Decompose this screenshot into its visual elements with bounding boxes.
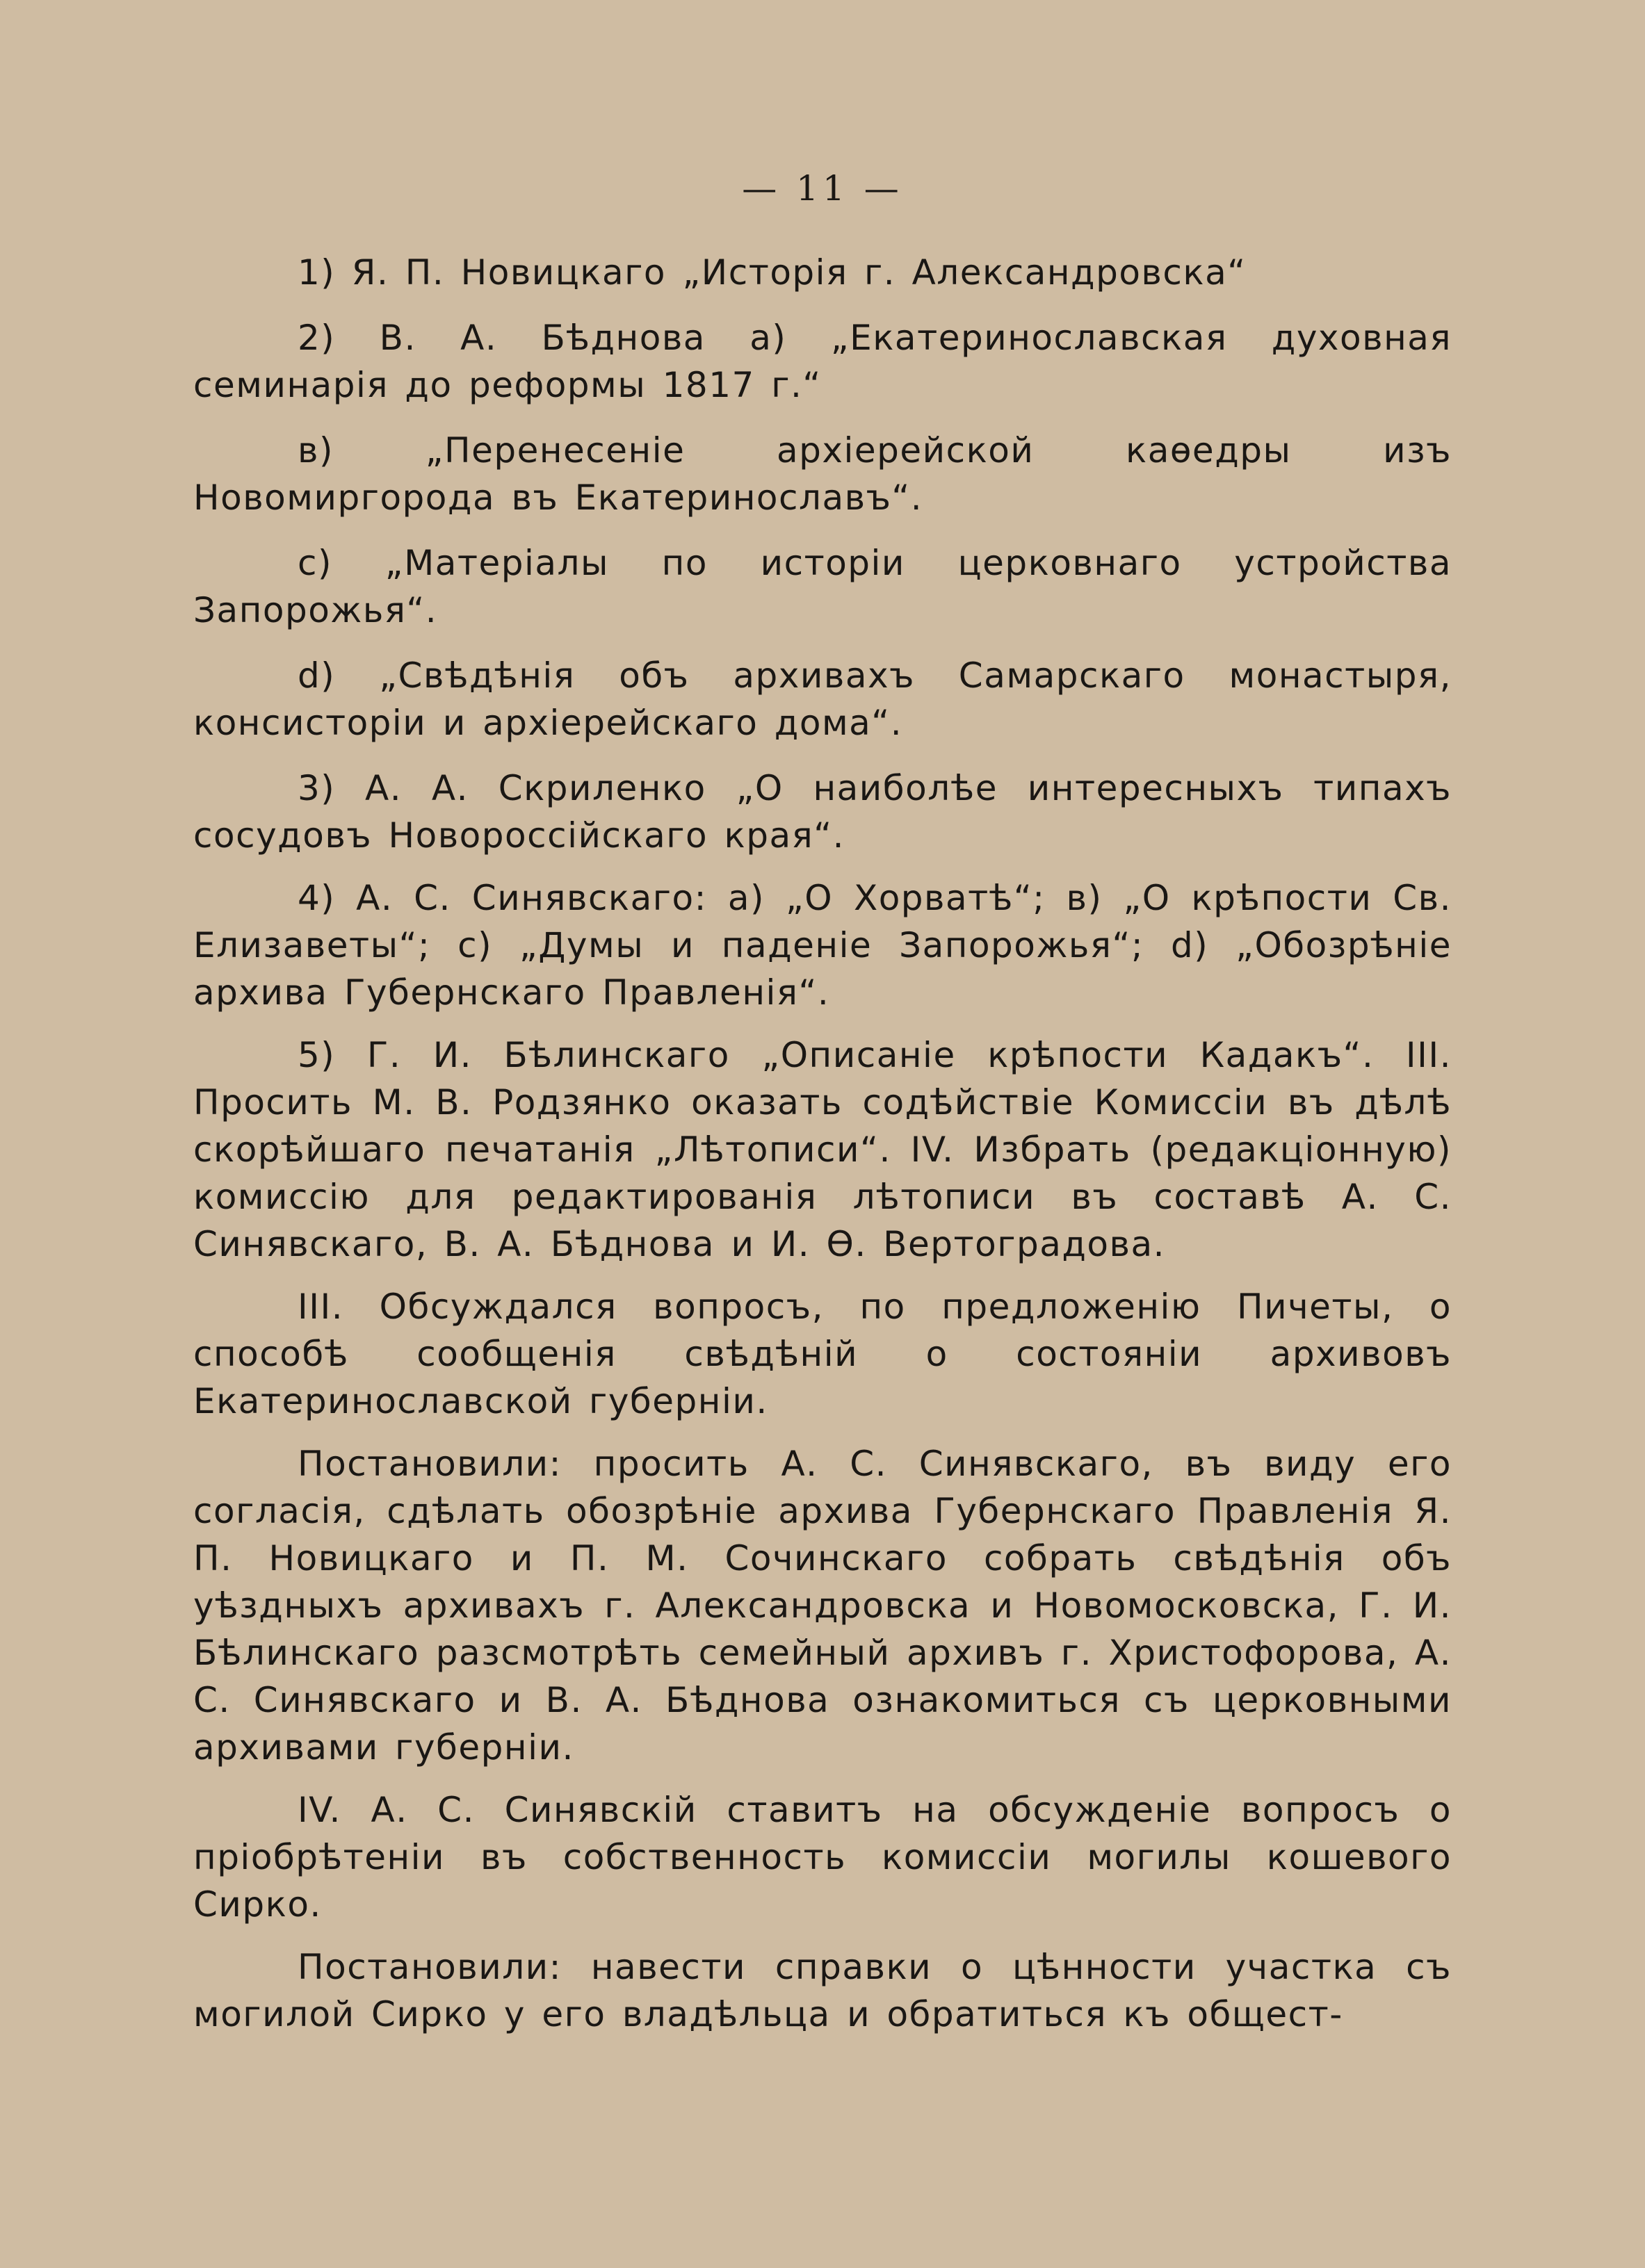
paragraph-6: 3) А. А. Скриленко „О наиболѣе интересныхъ типахъ сосудовъ Новороссійскаго края“. [193,768,1452,856]
paragraph-3: в) „Перенесеніе архіерейской каѳедры изъ Новомиргорода въ Екатеринославъ“. [193,430,1452,518]
paragraph-8: 5) Г. И. Бѣлинскаго „Описаніе крѣпости Кадакъ“. III. Просить М. В. Родзянко оказать содѣйствіе Комиссіи въ дѣлѣ скорѣйшаго печатанія „Лѣтописи“. IV. Избрать (редакціонную) комиссію для редактированія лѣтописи въ составѣ А. С. Синявскаго, В. А. Бѣднова и И. Ѳ. Вертоградова. [193,1035,1452,1264]
page-number: — 11 — [742,168,903,209]
paragraph-11: IV. А. С. Синявскій ставитъ на обсужденіе вопросъ о пріобрѣтеніи въ собственность комиссіи могилы кошевого Сирко. [193,1790,1452,1925]
paragraph-5: d) „Свѣдѣнія объ архивахъ Самарскаго монастыря, консисторіи и архіерейскаго дома“. [193,655,1452,743]
paragraph-10: Постановили: просить А. С. Синявскаго, въ виду его согласія, сдѣлать обозрѣніе архива Губернскаго Правленія Я. П. Новицкаго и П. М. Сочинскаго собрать свѣдѣнія объ уѣздныхъ архивахъ г. Александровска и Новомосковска, Г. И. Бѣлинскаго разсмотрѣть семейный архивъ г. Христофорова, А. С. Синявскаго и В. А. Бѣднова ознакомиться съ церковными архивами губерніи. [193,1444,1452,1768]
paragraph-1: 1) Я. П. Новицкаго „Исторія г. Александровска“ [298,252,1247,293]
paragraph-7: 4) А. С. Синявскаго: а) „О Хорватѣ“; в) „О крѣпости Св. Елизаветы“; с) „Думы и паденіе Запорожья“; d) „Обозрѣніе архива Губернскаго Правленія“. [193,878,1452,1013]
paragraph-12: Постановили: навести справки о цѣнности участка съ могилой Сирко у его владѣльца и обратиться къ общест- [193,1947,1452,2034]
document-page [193,164,1452,2053]
paragraph-2: 2) В. А. Бѣднова а) „Екатеринославская духовная семинарія до реформы 1817 г.“ [193,318,1452,405]
paragraph-4: с) „Матеріалы по исторіи церковнаго устройства Запорожья“. [193,543,1452,630]
paragraph-9: III. Обсуждался вопросъ, по предложенію Пичеты, о способѣ сообщенія свѣдѣній о состояніи архивовъ Екатеринославской губерніи. [193,1287,1452,1421]
